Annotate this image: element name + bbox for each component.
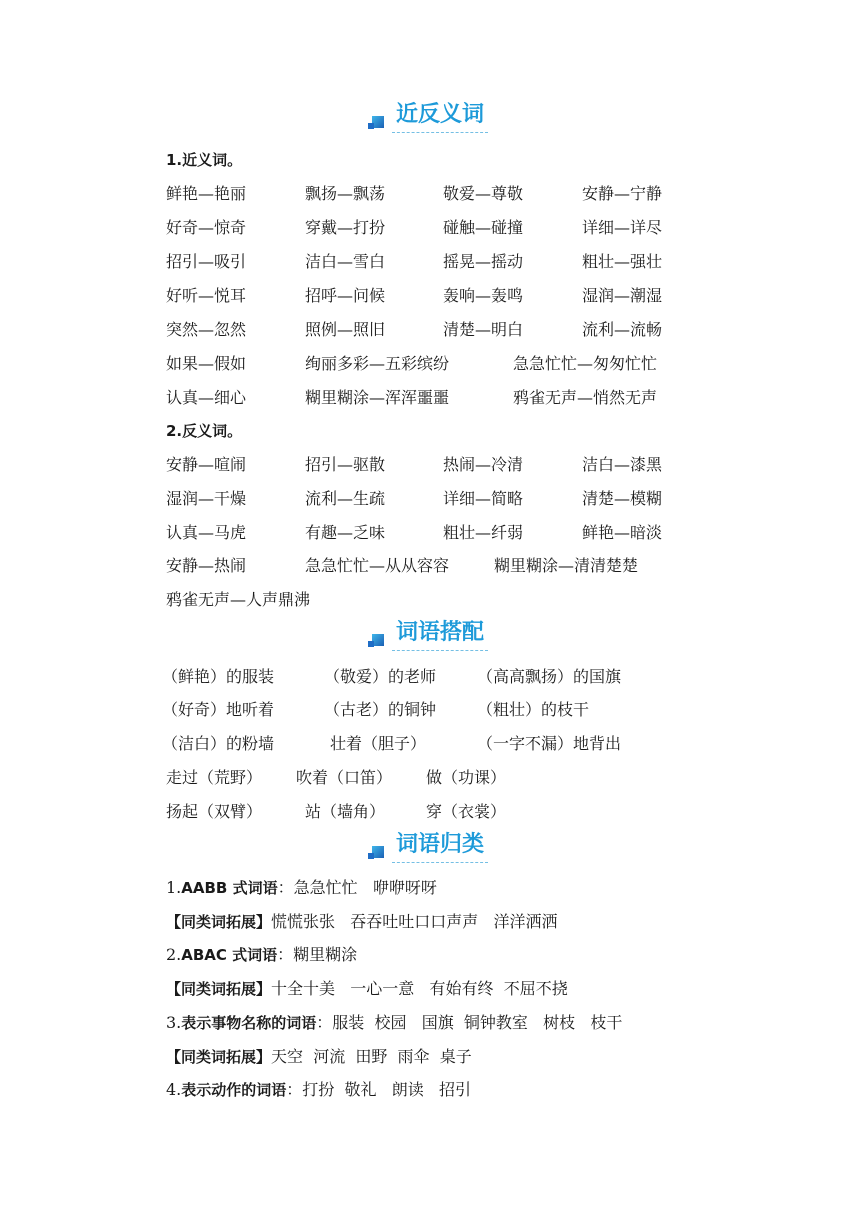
section-title: 近反义词 [392, 100, 488, 133]
section-heading-categorization [0, 830, 860, 864]
section-heading-synonyms [0, 100, 860, 134]
word-pair: 招引—吸引 [166, 252, 247, 271]
word-pair: 认真—马虎 [166, 523, 247, 542]
heading-square-icon [372, 846, 384, 858]
word-pair: 湿润—潮湿 [582, 286, 663, 305]
collocation: 做（功课） [426, 768, 507, 787]
word-pair: 湿润—干燥 [166, 489, 247, 508]
word-pair: 招引—驱散 [305, 455, 386, 474]
word-pair: 碰触—碰撞 [443, 218, 524, 237]
collocation: （高高飘扬）的国旗 [477, 667, 622, 686]
word-pair: 穿戴—打扮 [305, 218, 386, 237]
word-pair: 照例—照旧 [305, 320, 386, 339]
word-pair: 摇晃—摇动 [443, 252, 524, 271]
word-pair: 洁白—雪白 [305, 252, 386, 271]
category-item: 1.AABB 式词语：急急忙忙 咿咿呀呀 [166, 878, 437, 897]
word-pair: 清楚—明白 [443, 320, 524, 339]
category-item: 4.表示动作的词语：打扮 敬礼 朗读 招引 [166, 1080, 471, 1099]
word-pair: 轰响—轰鸣 [443, 286, 524, 305]
word-pair: 热闹—冷清 [443, 455, 524, 474]
word-pair: 鸦雀无声—人声鼎沸 [166, 590, 311, 609]
word-pair: 鲜艳—暗淡 [582, 523, 663, 542]
collocation: 站（墙角） [305, 802, 386, 821]
word-pair: 粗壮—强壮 [582, 252, 663, 271]
word-pair: 安静—宁静 [582, 184, 663, 203]
word-pair: 好听—悦耳 [166, 286, 247, 305]
collocation: 吹着（口笛） [296, 768, 393, 787]
word-pair: 流利—生疏 [305, 489, 386, 508]
word-pair: 有趣—乏味 [305, 523, 386, 542]
word-pair: 招呼—问候 [305, 286, 386, 305]
word-pair: 急急忙忙—匆匆忙忙 [513, 354, 658, 373]
subheading-synonyms: 1.近义词。 [166, 151, 243, 169]
word-pair: 安静—喧闹 [166, 455, 247, 474]
category-item: 2.ABAC 式词语：糊里糊涂 [166, 945, 358, 964]
word-pair: 绚丽多彩—五彩缤纷 [305, 354, 450, 373]
heading-square-icon [372, 116, 384, 128]
category-extension: 【同类词拓展】慌慌张张 吞吞吐吐口口声声 洋洋洒洒 [166, 912, 558, 931]
word-pair: 洁白—漆黑 [582, 455, 663, 474]
collocation: （粗壮）的枝干 [477, 700, 590, 719]
collocation: （古老）的铜钟 [324, 700, 437, 719]
section-heading-collocations [0, 618, 860, 652]
word-pair: 流利—流畅 [582, 320, 663, 339]
word-pair: 详细—详尽 [582, 218, 663, 237]
collocation: （洁白）的粉墙 [162, 734, 275, 753]
word-pair: 敬爱—尊敬 [443, 184, 524, 203]
word-pair: 鲜艳—艳丽 [166, 184, 247, 203]
heading-square-icon [372, 634, 384, 646]
word-pair: 突然—忽然 [166, 320, 247, 339]
collocation: 壮着（胆子） [330, 734, 427, 753]
collocation: （敬爱）的老师 [324, 667, 437, 686]
word-pair: 如果—假如 [166, 354, 247, 373]
word-pair: 详细—简略 [443, 489, 524, 508]
collocation: 扬起（双臂） [166, 802, 263, 821]
collocation: 穿（衣裳） [426, 802, 507, 821]
word-pair: 认真—细心 [166, 388, 247, 407]
collocation: （鲜艳）的服装 [162, 667, 275, 686]
section-title: 词语搭配 [392, 618, 488, 651]
word-pair: 糊里糊涂—浑浑噩噩 [305, 388, 450, 407]
category-extension: 【同类词拓展】十全十美 一心一意 有始有终 不屈不挠 [166, 979, 568, 998]
subheading-antonyms: 2.反义词。 [166, 422, 243, 440]
word-pair: 急急忙忙—从从容容 [305, 556, 450, 575]
word-pair: 好奇—惊奇 [166, 218, 247, 237]
category-item: 3.表示事物名称的词语：服装 校园 国旗 铜钟教室 树枝 枝干 [166, 1013, 623, 1032]
collocation: （一字不漏）地背出 [477, 734, 622, 753]
word-pair: 飘扬—飘荡 [305, 184, 386, 203]
word-pair: 鸦雀无声—悄然无声 [513, 388, 658, 407]
collocation: （好奇）地听着 [162, 700, 275, 719]
collocation: 走过（荒野） [166, 768, 263, 787]
word-pair: 清楚—模糊 [582, 489, 663, 508]
word-pair: 粗壮—纤弱 [443, 523, 524, 542]
word-pair: 安静—热闹 [166, 556, 247, 575]
word-pair: 糊里糊涂—清清楚楚 [494, 556, 639, 575]
category-extension: 【同类词拓展】天空 河流 田野 雨伞 桌子 [166, 1047, 472, 1066]
section-title: 词语归类 [392, 830, 488, 863]
